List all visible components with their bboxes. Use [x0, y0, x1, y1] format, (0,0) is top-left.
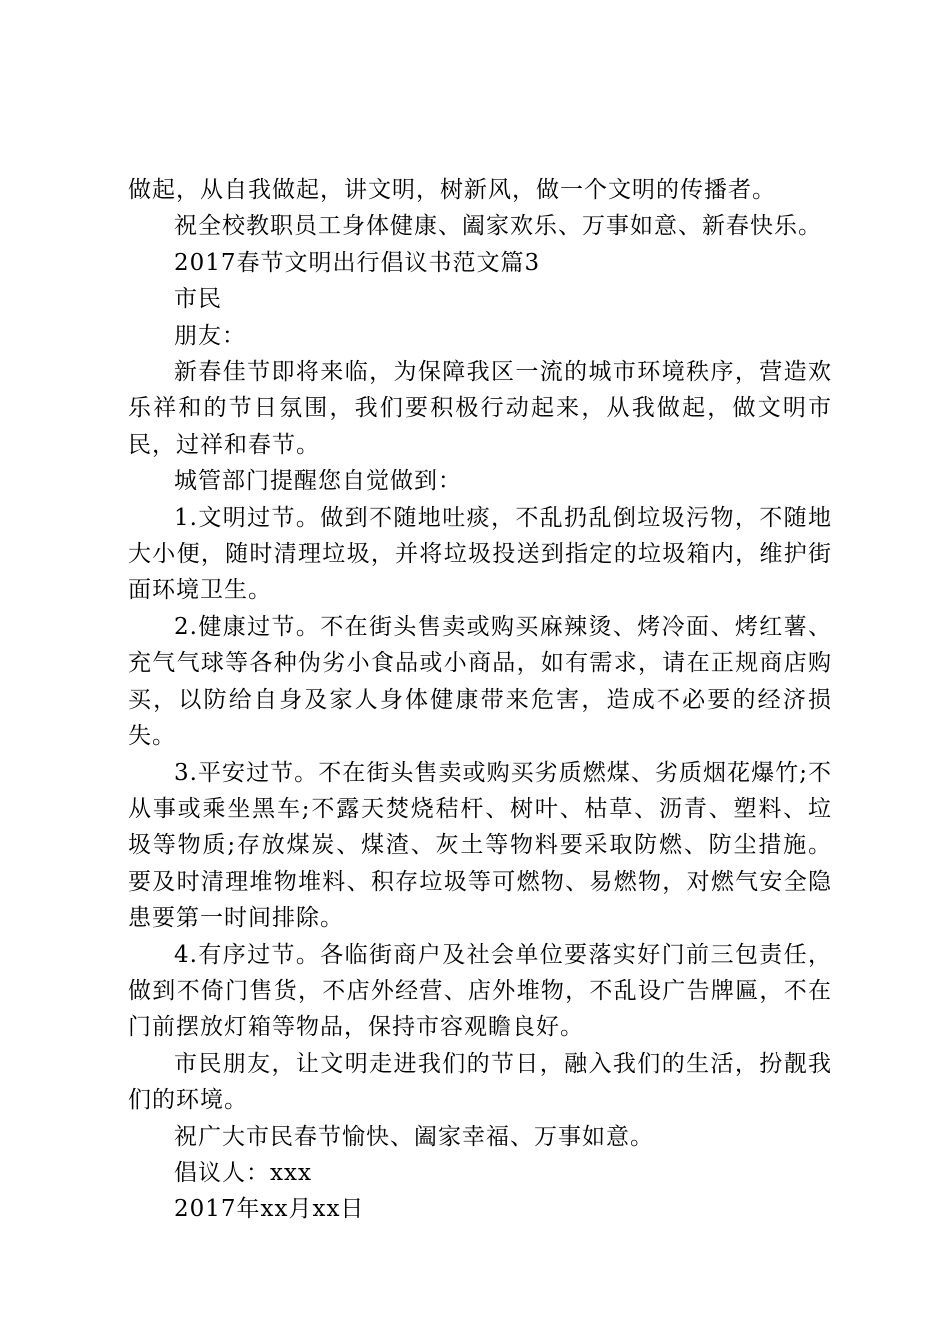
paragraph-intro: 新春佳节即将来临，为保障我区一流的城市环境秩序，营造欢乐祥和的节日氛围，我们要积极行动起来，从我做起，做文明市民，过祥和春节。	[128, 359, 832, 458]
paragraph-closing: 市民朋友，让文明走进我们的节日，融入我们的生活，扮靓我们的环境。	[128, 1050, 832, 1114]
salutation-line-1: 市民	[174, 286, 222, 313]
list-item-4: 4.有序过节。各临街商户及社会单位要落实好门前三包责任，做到不倚门售货，不店外经营、店外堆物，不乱设广告牌匾，不在门前摆放灯箱等物品，保持市容观瞻良好。	[128, 941, 832, 1041]
list-item-1: 1.文明过节。做到不随地吐痰，不乱扔乱倒垃圾污物，不随地大小便，随时清理垃圾，并将垃圾投送到指定的垃圾箱内，维护街面环境卫生。	[128, 504, 832, 604]
paragraph-wishes: 祝广大市民春节愉快、阖家幸福、万事如意。	[174, 1123, 654, 1150]
list-item-2: 2.健康过节。不在街头售卖或购买麻辣烫、烤冷面、烤红薯、充气气球等各种伪劣小食品或小商品，如有需求，请在正规商店购买，以防给自身及家人身体健康带来危害，造成不必要的经济损失。	[128, 613, 832, 750]
date-line: 2017年xx月xx日	[174, 1196, 365, 1223]
paragraph-reminder: 城管部门提醒您自觉做到：	[174, 468, 462, 495]
paragraph-greeting-staff: 祝全校教职员工身体健康、阖家欢乐、万事如意、新春快乐。	[174, 213, 822, 240]
salutation-line-2: 朋友：	[174, 322, 246, 349]
signature-line: 倡议人：xxx	[174, 1159, 312, 1186]
list-item-3: 3.平安过节。不在街头售卖或购买劣质燃煤、劣质烟花爆竹;不从事或乘坐黑车;不露天焚烧秸杆、树叶、枯草、沥青、塑料、垃圾等物质;存放煤炭、煤渣、灰土等物料要采取防燃、防尘措施。要及时清理堆物堆料、积存垃圾等可燃物、易燃物，对燃气安全隐患要第一时间排除。	[128, 759, 832, 932]
document-body	[128, 172, 832, 1228]
section-heading: 2017春节文明出行倡议书范文篇3	[174, 249, 541, 276]
paragraph-continuation: 做起，从自我做起，讲文明，树新风，做一个文明的传播者。	[128, 177, 776, 203]
